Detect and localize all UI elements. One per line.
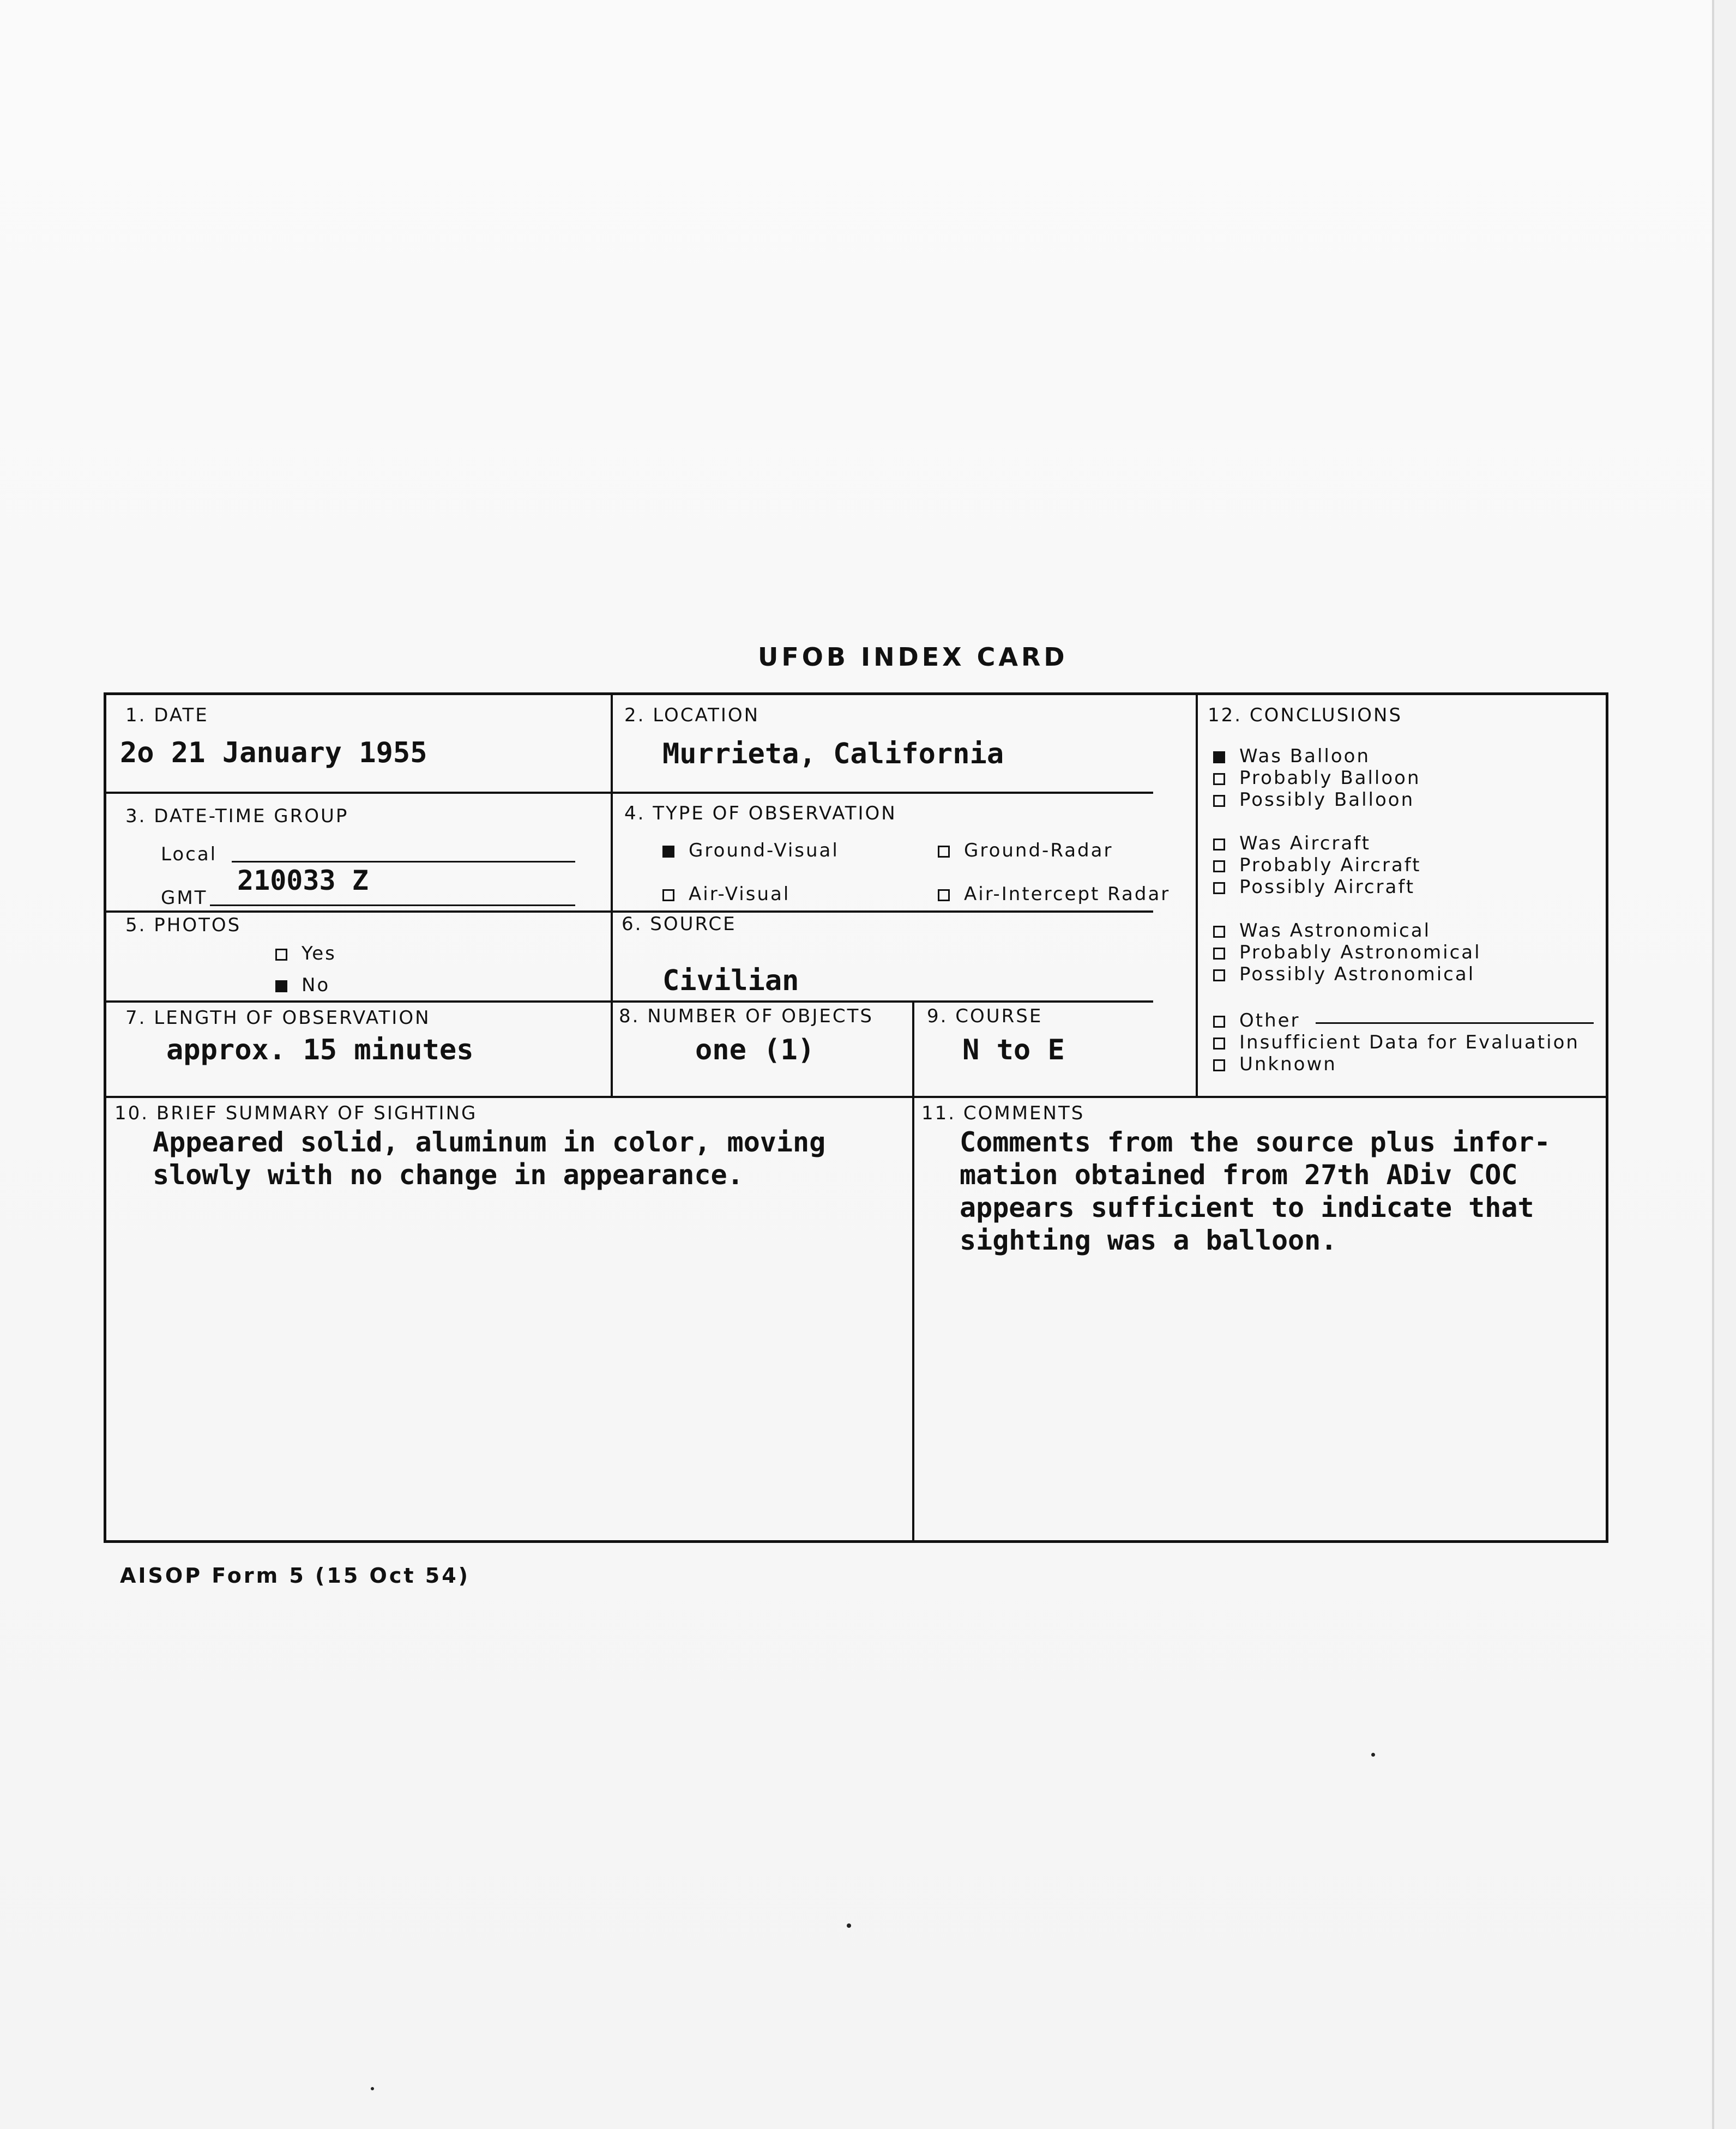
checkbox[interactable] bbox=[1213, 1038, 1225, 1050]
rule-row2 bbox=[106, 910, 1153, 913]
location-value: Murrieta, California bbox=[662, 738, 1004, 770]
conclusion-label: Probably Astronomical bbox=[1239, 942, 1481, 963]
number-value: one (1) bbox=[695, 1034, 815, 1066]
length-value: approx. 15 minutes bbox=[166, 1034, 474, 1066]
date-label: 1. DATE bbox=[125, 704, 209, 726]
conclusion-label: Possibly Aircraft bbox=[1239, 876, 1415, 898]
conclusion-option[interactable] bbox=[1213, 769, 1421, 787]
photos-no[interactable]: No bbox=[275, 976, 330, 994]
number-label: 8. NUMBER OF OBJECTS bbox=[619, 1005, 873, 1027]
card-title: UFOB INDEX CARD bbox=[758, 642, 1068, 672]
conclusion-label: Insufficient Data for Evaluation bbox=[1239, 1032, 1580, 1053]
scan-speck bbox=[847, 1923, 851, 1928]
type-label: 4. TYPE OF OBSERVATION bbox=[624, 803, 897, 824]
index-card bbox=[104, 692, 1608, 1543]
rule-row4 bbox=[106, 1096, 1606, 1098]
conclusion-option[interactable] bbox=[1213, 791, 1414, 809]
source-label: 6. SOURCE bbox=[622, 913, 737, 935]
type-ground-visual[interactable]: Ground-Visual bbox=[662, 841, 839, 860]
checkbox[interactable] bbox=[1213, 1016, 1225, 1028]
dtg-label: 3. DATE-TIME GROUP bbox=[125, 805, 349, 827]
type-air-intercept-radar[interactable]: Air-Intercept Radar bbox=[938, 885, 1170, 903]
location-label: 2. LOCATION bbox=[624, 704, 760, 726]
date-value: 2o 21 January 1955 bbox=[120, 737, 427, 769]
page-edge bbox=[1712, 0, 1736, 2129]
conclusion-option[interactable] bbox=[1213, 878, 1415, 896]
checkbox[interactable] bbox=[1213, 839, 1225, 851]
conclusion-label: Was Aircraft bbox=[1239, 833, 1371, 854]
conclusion-option[interactable] bbox=[1213, 943, 1481, 962]
comments-line: sighting was a balloon. bbox=[960, 1225, 1337, 1256]
conclusion-option[interactable] bbox=[1213, 1011, 1300, 1030]
checkbox[interactable] bbox=[1213, 795, 1225, 807]
course-label: 9. COURSE bbox=[927, 1005, 1043, 1027]
conclusion-label: Was Astronomical bbox=[1239, 920, 1431, 942]
photos-label: 5. PHOTOS bbox=[125, 914, 242, 936]
course-value: N to E bbox=[962, 1034, 1065, 1066]
checkbox[interactable] bbox=[1213, 948, 1225, 960]
checkbox[interactable] bbox=[662, 889, 674, 901]
summary-line: slowly with no change in appearance. bbox=[153, 1159, 744, 1191]
conclusion-label: Unknown bbox=[1239, 1053, 1337, 1075]
checkbox[interactable] bbox=[1213, 1059, 1225, 1071]
gmt-line bbox=[210, 904, 575, 906]
conclusion-label: Other bbox=[1239, 1010, 1300, 1032]
conclusion-label: Probably Aircraft bbox=[1239, 854, 1421, 876]
checkbox[interactable] bbox=[938, 889, 950, 901]
photos-yes[interactable]: Yes bbox=[275, 944, 336, 963]
conclusions-label: 12. CONCLUSIONS bbox=[1208, 704, 1403, 726]
rule-row3 bbox=[106, 1000, 1153, 1003]
checkbox-checked[interactable] bbox=[1213, 751, 1225, 763]
checkbox[interactable] bbox=[938, 846, 950, 858]
rule-col1 bbox=[611, 695, 613, 1096]
rule-col2 bbox=[912, 1000, 914, 1540]
conclusion-label: Was Balloon bbox=[1239, 745, 1371, 767]
checkbox-checked[interactable] bbox=[275, 980, 287, 992]
summary-text bbox=[153, 1126, 825, 1191]
comments-line: Comments from the source plus infor- bbox=[960, 1126, 1551, 1158]
checkbox[interactable] bbox=[1213, 969, 1225, 981]
scan-speck bbox=[371, 2087, 374, 2090]
comments-line: appears sufficient to indicate that bbox=[960, 1192, 1534, 1223]
length-label: 7. LENGTH OF OBSERVATION bbox=[125, 1007, 431, 1029]
conclusion-option[interactable] bbox=[1213, 1055, 1337, 1073]
checkbox-checked[interactable] bbox=[662, 846, 674, 858]
conclusion-option[interactable] bbox=[1213, 747, 1370, 765]
scan-speck bbox=[1371, 1753, 1375, 1757]
summary-label: 10. BRIEF SUMMARY OF SIGHTING bbox=[114, 1102, 478, 1124]
checkbox[interactable] bbox=[1213, 926, 1225, 938]
conclusion-option[interactable] bbox=[1213, 965, 1475, 984]
comments-line: mation obtained from 27th ADiv COC bbox=[960, 1159, 1518, 1191]
conclusion-label: Possibly Astronomical bbox=[1239, 963, 1475, 985]
local-label: Local bbox=[161, 843, 218, 865]
local-line bbox=[232, 861, 575, 863]
gmt-value: 210033 Z bbox=[237, 865, 369, 896]
checkbox[interactable] bbox=[1213, 860, 1225, 872]
comments-label: 11. COMMENTS bbox=[921, 1102, 1085, 1124]
conclusion-label: Probably Balloon bbox=[1239, 767, 1421, 789]
type-air-visual[interactable]: Air-Visual bbox=[662, 885, 790, 903]
conclusion-label: Possibly Balloon bbox=[1239, 789, 1415, 811]
rule-row1 bbox=[106, 792, 1153, 794]
checkbox[interactable] bbox=[1213, 773, 1225, 785]
conclusion-option[interactable] bbox=[1213, 856, 1421, 874]
comments-text bbox=[960, 1126, 1551, 1257]
conclusion-option[interactable] bbox=[1213, 1033, 1580, 1052]
rule-col3 bbox=[1196, 695, 1198, 1096]
source-value: Civilian bbox=[662, 964, 799, 997]
checkbox[interactable] bbox=[275, 949, 287, 961]
conclusion-option[interactable] bbox=[1213, 921, 1431, 940]
conclusion-option[interactable] bbox=[1213, 834, 1371, 853]
summary-line: Appeared solid, aluminum in color, moving bbox=[153, 1126, 826, 1158]
other-line bbox=[1316, 1022, 1594, 1024]
gmt-label: GMT bbox=[161, 887, 208, 909]
type-ground-radar[interactable]: Ground-Radar bbox=[938, 841, 1113, 860]
checkbox[interactable] bbox=[1213, 882, 1225, 894]
form-footer: AISOP Form 5 (15 Oct 54) bbox=[120, 1564, 471, 1588]
